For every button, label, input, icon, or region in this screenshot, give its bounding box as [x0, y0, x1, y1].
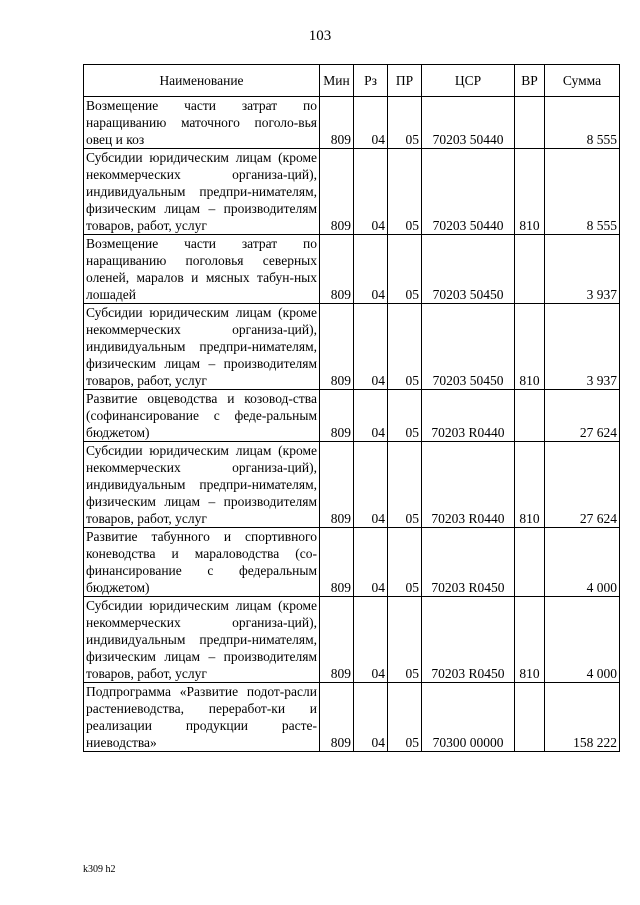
row-csr: 70203 50450 [422, 304, 515, 390]
row-csr: 70203 R0450 [422, 597, 515, 683]
row-sum: 158 222 [545, 683, 620, 752]
row-vr [515, 235, 545, 304]
row-min: 809 [320, 97, 354, 149]
footer-code: k309 h2 [83, 864, 116, 875]
row-min: 809 [320, 304, 354, 390]
row-csr: 70203 R0440 [422, 390, 515, 442]
header-min: Мин [320, 65, 354, 97]
row-sum: 27 624 [545, 442, 620, 528]
table-row [84, 528, 620, 597]
row-csr: 70203 R0440 [422, 442, 515, 528]
row-pr: 05 [388, 683, 422, 752]
row-name: Развитие табунного и спортивного коневодства и мараловодства (со-финансирование с федеральным бюджетом) [84, 528, 320, 597]
table-row [84, 304, 620, 390]
header-sum: Сумма [545, 65, 620, 97]
row-csr: 70203 50440 [422, 97, 515, 149]
row-vr [515, 683, 545, 752]
row-vr: 810 [515, 442, 545, 528]
row-name: Возмещение части затрат по наращиванию маточного поголо-вья овец и коз [84, 97, 320, 149]
row-sum: 27 624 [545, 390, 620, 442]
row-rz: 04 [354, 390, 388, 442]
row-csr: 70203 50440 [422, 149, 515, 235]
row-name: Возмещение части затрат по наращиванию поголовья северных оленей, маралов и мясных табун-ных лошадей [84, 235, 320, 304]
row-csr: 70203 50450 [422, 235, 515, 304]
row-min: 809 [320, 390, 354, 442]
row-csr: 70203 R0450 [422, 528, 515, 597]
row-vr: 810 [515, 304, 545, 390]
row-rz: 04 [354, 304, 388, 390]
row-sum: 4 000 [545, 528, 620, 597]
header-vr: ВР [515, 65, 545, 97]
row-name: Субсидии юридическим лицам (кроме некоммерческих организа-ций), индивидуальным предпри-нимателям, физическим лицам – производителям товаров, работ, услуг [84, 304, 320, 390]
row-name: Субсидии юридическим лицам (кроме некоммерческих организа-ций), индивидуальным предпри-нимателям, физическим лицам – производителям товаров, работ, услуг [84, 149, 320, 235]
row-rz: 04 [354, 97, 388, 149]
table-row [84, 683, 620, 752]
row-pr: 05 [388, 528, 422, 597]
row-rz: 04 [354, 235, 388, 304]
row-sum: 8 555 [545, 97, 620, 149]
row-vr [515, 528, 545, 597]
table-row [84, 149, 620, 235]
row-rz: 04 [354, 149, 388, 235]
table-row [84, 235, 620, 304]
table-row [84, 390, 620, 442]
header-name: Наименование [84, 65, 320, 97]
table-row [84, 442, 620, 528]
row-pr: 05 [388, 442, 422, 528]
row-sum: 3 937 [545, 235, 620, 304]
row-sum: 3 937 [545, 304, 620, 390]
row-vr [515, 390, 545, 442]
row-rz: 04 [354, 528, 388, 597]
row-pr: 05 [388, 390, 422, 442]
row-min: 809 [320, 597, 354, 683]
row-name: Развитие овцеводства и козовод-ства (софинансирование с феде-ральным бюджетом) [84, 390, 320, 442]
row-min: 809 [320, 442, 354, 528]
table-row [84, 597, 620, 683]
row-pr: 05 [388, 97, 422, 149]
row-csr: 70300 00000 [422, 683, 515, 752]
row-min: 809 [320, 683, 354, 752]
row-sum: 8 555 [545, 149, 620, 235]
row-name: Подпрограмма «Развитие подот-расли растениеводства, переработ-ки и реализации продукции расте-ниеводства» [84, 683, 320, 752]
header-rz: Рз [354, 65, 388, 97]
row-vr: 810 [515, 597, 545, 683]
row-min: 809 [320, 235, 354, 304]
row-pr: 05 [388, 304, 422, 390]
row-pr: 05 [388, 235, 422, 304]
row-min: 809 [320, 149, 354, 235]
row-vr [515, 97, 545, 149]
row-name: Субсидии юридическим лицам (кроме некоммерческих организа-ций), индивидуальным предпри-нимателям, физическим лицам – производителям товаров, работ, услуг [84, 442, 320, 528]
row-pr: 05 [388, 597, 422, 683]
header-pr: ПР [388, 65, 422, 97]
row-name: Субсидии юридическим лицам (кроме некоммерческих организа-ций), индивидуальным предпри-нимателям, физическим лицам – производителям товаров, работ, услуг [84, 597, 320, 683]
row-pr: 05 [388, 149, 422, 235]
table-row [84, 97, 620, 149]
row-min: 809 [320, 528, 354, 597]
row-sum: 4 000 [545, 597, 620, 683]
page-number: 103 [308, 28, 332, 44]
row-vr: 810 [515, 149, 545, 235]
table-header-row [84, 65, 620, 97]
header-csr: ЦСР [422, 65, 515, 97]
budget-table [83, 64, 620, 752]
row-rz: 04 [354, 597, 388, 683]
row-rz: 04 [354, 683, 388, 752]
row-rz: 04 [354, 442, 388, 528]
